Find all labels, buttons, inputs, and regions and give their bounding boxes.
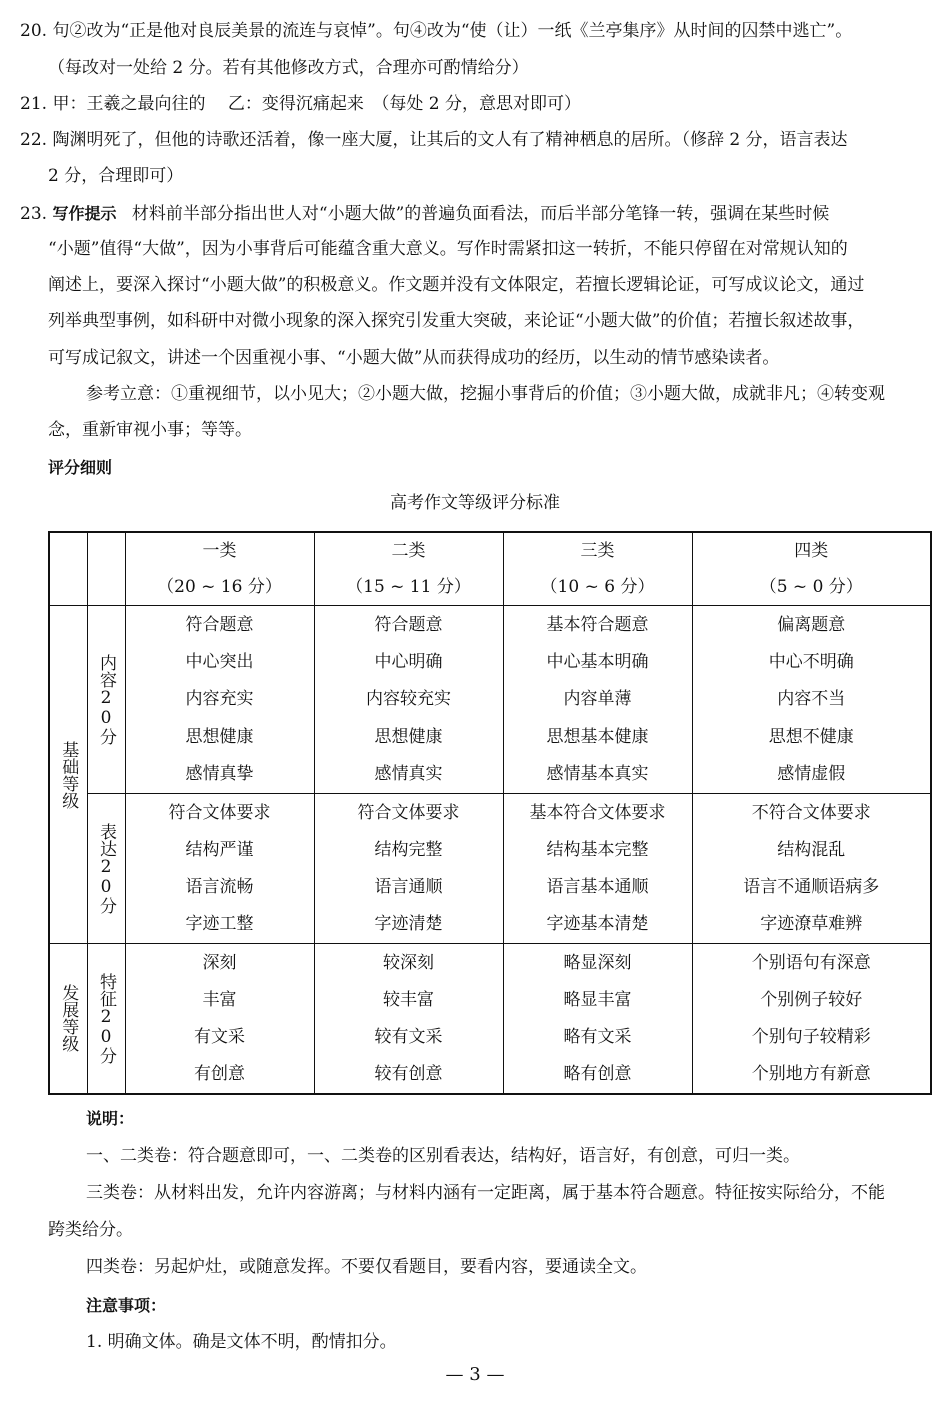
criterion: 基本符合文体要求 <box>529 802 666 823</box>
q22-line2: 2 分，合理即可） <box>48 166 184 186</box>
corner-cell <box>49 532 87 606</box>
q23-label: 写作提示 <box>52 204 117 223</box>
criterion: 感情真挚 <box>185 764 254 785</box>
basic-level-label: 基础等级 <box>58 740 79 809</box>
q23-number: 23. <box>20 204 48 224</box>
criterion: 个别例子较好 <box>760 989 863 1010</box>
content-cell <box>503 606 692 794</box>
criterion: 内容不当 <box>777 689 846 710</box>
criterion: 基本符合题意 <box>546 614 649 635</box>
feature-label: 特征20分 <box>96 972 116 1064</box>
q22-line1: 22. 陶渊明死了，但他的诗歌还活着，像一座大厦，让其后的文人有了精神栖息的居所。（修辞 2 分，语言表达 <box>20 130 848 150</box>
content-label: 内容20分 <box>96 654 116 745</box>
criterion: 较有创意 <box>374 1063 443 1084</box>
criterion: 语言流畅 <box>185 877 254 898</box>
grade-name: 三类 <box>580 541 615 561</box>
grade-name: 一类 <box>202 541 237 561</box>
criterion: 符合题意 <box>185 614 254 635</box>
criterion: 结构严谨 <box>185 839 254 860</box>
criterion: 字迹潦草难辨 <box>760 914 863 935</box>
grading-table <box>48 531 932 1095</box>
q23-ref-line1: 参考立意：①重视细节，以小见大；②小题大做，挖掘小事背后的价值；③小题大做，成就非凡；④转变观 <box>86 384 885 404</box>
expression-row <box>49 794 931 944</box>
content-cell <box>125 606 314 794</box>
criterion: 略有创意 <box>563 1063 632 1084</box>
criterion: 略显丰富 <box>563 989 632 1010</box>
page-number: — 3 — <box>445 1364 505 1385</box>
grade-header-1 <box>125 532 314 606</box>
table-caption: 高考作文等级评分标准 <box>390 493 560 513</box>
criterion: 有创意 <box>194 1063 245 1084</box>
rules-heading: 评分细则 <box>48 458 113 477</box>
criterion: 较丰富 <box>383 989 434 1010</box>
criterion: 思想不健康 <box>768 726 854 747</box>
q23-line3: 阐述上，要深入探讨“小题大做”的积极意义。作文题并没有文体限定，若擅长逻辑论证，可写成议论文，通过 <box>48 275 865 295</box>
grade-name: 四类 <box>794 541 829 561</box>
content-row <box>49 606 931 794</box>
notes-heading: 说明： <box>86 1109 135 1128</box>
criterion: 有文采 <box>194 1026 245 1047</box>
grade-header-4 <box>692 532 931 606</box>
criterion: 较深刻 <box>383 952 434 973</box>
corner-cell <box>87 532 125 606</box>
criterion: 感情基本真实 <box>546 764 649 785</box>
q23-line1 <box>20 195 932 233</box>
criterion: 感情真实 <box>374 764 443 785</box>
criterion: 结构完整 <box>374 839 443 860</box>
grade-range: （5 ~ 0 分） <box>759 577 863 597</box>
note-2-line1: 三类卷：从材料出发，允许内容游离；与材料内涵有一定距离，属于基本符合题意。特征按实际给分，不能 <box>86 1183 885 1203</box>
basic-level-cell <box>49 606 87 944</box>
criterion: 中心突出 <box>185 652 254 673</box>
criterion: 个别地方有新意 <box>751 1063 871 1084</box>
grade-range: （15 ~ 11 分） <box>346 577 471 597</box>
feature-row <box>49 944 931 1094</box>
grade-header-3 <box>503 532 692 606</box>
attention-heading: 注意事项： <box>86 1296 167 1315</box>
criterion: 符合文体要求 <box>357 802 460 823</box>
grade-range: （10 ~ 6 分） <box>540 577 655 597</box>
criterion: 字迹基本清楚 <box>546 914 649 935</box>
feature-cell <box>692 944 931 1094</box>
criterion: 字迹工整 <box>185 914 254 935</box>
criterion: 语言基本通顺 <box>546 877 649 898</box>
expression-cell <box>692 794 931 944</box>
criterion: 不符合文体要求 <box>751 802 871 823</box>
attention-item-1: 1. 明确文体。确是文体不明，酌情扣分。 <box>86 1332 397 1352</box>
criterion: 个别语句有深意 <box>751 952 871 973</box>
criterion: 字迹清楚 <box>374 914 443 935</box>
q23-ref-line2: 念，重新审视小事；等等。 <box>48 420 252 440</box>
expression-cell <box>314 794 503 944</box>
expression-label-cell <box>87 794 125 944</box>
criterion: 感情虚假 <box>777 764 846 785</box>
note-2-line2: 跨类给分。 <box>48 1220 133 1240</box>
q23-line5: 可写成记叙文，讲述一个因重视小事、“小题大做”从而获得成功的经历，以生动的情节感染读者。 <box>48 348 780 368</box>
criterion: 语言通顺 <box>374 877 443 898</box>
develop-level-cell <box>49 944 87 1094</box>
expression-cell <box>125 794 314 944</box>
criterion: 结构混乱 <box>777 839 846 860</box>
criterion: 中心基本明确 <box>546 652 649 673</box>
feature-cell <box>503 944 692 1094</box>
note-1: 一、二类卷：符合题意即可，一、二类卷的区别看表达，结构好，语言好，有创意，可归一类。 <box>86 1146 800 1166</box>
criterion: 符合文体要求 <box>168 802 271 823</box>
content-label-cell <box>87 606 125 794</box>
grade-name: 二类 <box>391 541 426 561</box>
criterion: 结构基本完整 <box>546 839 649 860</box>
criterion: 中心明确 <box>374 652 443 673</box>
criterion: 思想健康 <box>374 726 443 747</box>
develop-level-label: 发展等级 <box>58 984 79 1053</box>
q23-text-line1: 材料前半部分指出世人对“小题大做”的普遍负面看法，而后半部分笔锋一转，强调在某些时候 <box>131 204 830 224</box>
feature-cell <box>314 944 503 1094</box>
expression-cell <box>503 794 692 944</box>
criterion: 中心不明确 <box>768 652 854 673</box>
grade-header-2 <box>314 532 503 606</box>
criterion: 深刻 <box>202 952 237 973</box>
q20-line2: （每改对一处给 2 分。若有其他修改方式，合理亦可酌情给分） <box>48 58 529 78</box>
note-3: 四类卷：另起炉灶，或随意发挥。不要仅看题目，要看内容，要通读全文。 <box>86 1257 647 1277</box>
criterion: 内容充实 <box>185 689 254 710</box>
criterion: 语言不通顺语病多 <box>743 877 880 898</box>
criterion: 内容单薄 <box>563 689 632 710</box>
feature-cell <box>125 944 314 1094</box>
expression-label: 表达20分 <box>96 823 116 914</box>
criterion: 较有文采 <box>374 1026 443 1047</box>
criterion: 个别句子较精彩 <box>751 1026 871 1047</box>
q23-line4: 列举典型事例，如科研中对微小现象的深入探究引发重大突破，来论证“小题大做”的价值；若擅长叙述故事， <box>48 311 865 331</box>
feature-label-cell <box>87 944 125 1094</box>
content-cell <box>314 606 503 794</box>
grade-range: （20 ~ 16 分） <box>157 577 282 597</box>
criterion: 内容较充实 <box>366 689 451 710</box>
criterion: 思想健康 <box>185 726 254 747</box>
content-cell <box>692 606 931 794</box>
criterion: 偏离题意 <box>777 614 846 635</box>
criterion: 符合题意 <box>374 614 443 635</box>
criterion: 丰富 <box>202 989 237 1010</box>
q20-line1: 20. 句②改为“正是他对良辰美景的流连与哀悼”。句④改为“使（让）一纸《兰亭集序》从时间的囚禁中逃亡”。 <box>20 21 853 41</box>
q21-answer: 21. 甲：王羲之最向往的 乙：变得沉痛起来 （每处 2 分，意思对即可） <box>20 94 581 114</box>
criterion: 略有文采 <box>563 1026 632 1047</box>
criterion: 思想基本健康 <box>546 726 649 747</box>
grade-header-row <box>49 532 931 606</box>
criterion: 略显深刻 <box>563 952 632 973</box>
q23-line2: “小题”值得“大做”，因为小事背后可能蕴含重大意义。写作时需紧扣这一转折，不能只停留在对常规认知的 <box>48 239 848 259</box>
